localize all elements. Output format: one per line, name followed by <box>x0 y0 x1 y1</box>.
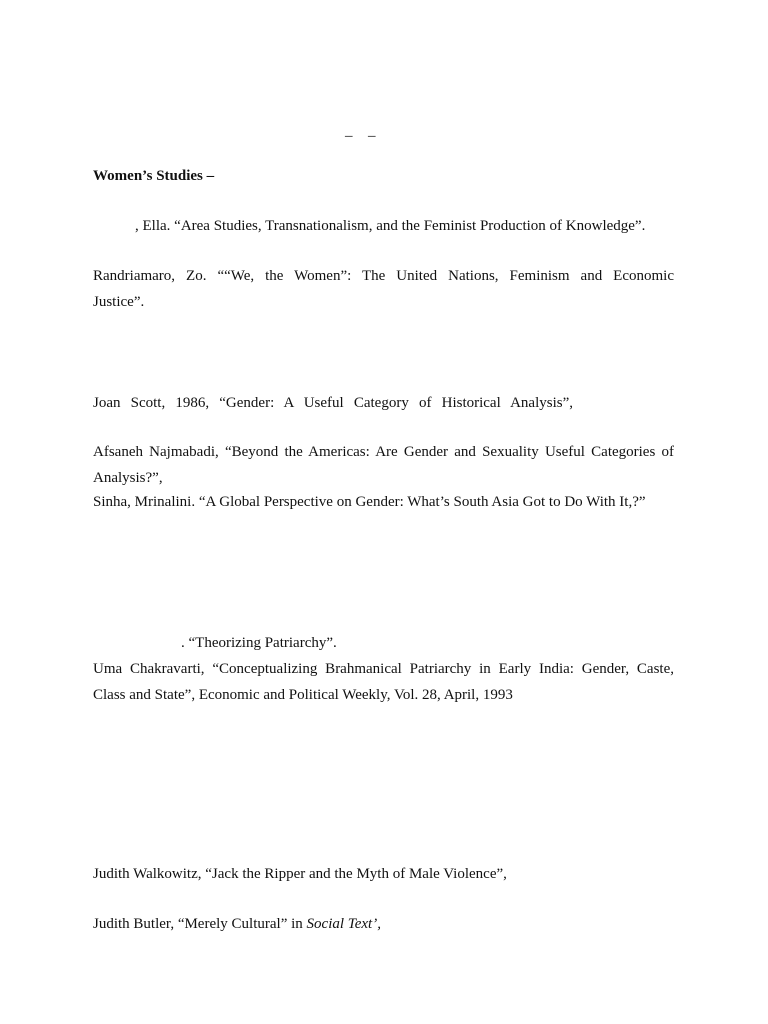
entry-randriamaro-line1: Randriamaro, Zo. ““We, the Women”: The United Nations, Feminism and Economic <box>93 268 674 284</box>
entry-theorizing-patriarchy: . “Theorizing Patriarchy”. <box>181 635 337 651</box>
entry-randriamaro-line2: Justice”. <box>93 294 145 310</box>
entry-butler-text: Judith Butler, “Merely Cultural” in <box>93 916 307 932</box>
entry-chakravarti-line2: Class and State”, Economic and Political Weekly, Vol. 28, April, 1993 <box>93 687 513 703</box>
entry-walkowitz: Judith Walkowitz, “Jack the Ripper and the Myth of Male Violence”, <box>93 866 507 882</box>
entry-butler-journal: Social Text’, <box>306 916 381 932</box>
entry-chakravarti-line1: Uma Chakravarti, “Conceptualizing Brahmanical Patriarchy in Early India: Gender, Caste, <box>93 661 674 677</box>
header-dash-left: – <box>345 128 353 144</box>
entry-butler <box>93 911 674 937</box>
entry-sinha: Sinha, Mrinalini. “A Global Perspective on Gender: What’s South Asia Got to Do With It,?” <box>93 494 646 510</box>
entry-najmabadi-line2: Analysis?”, <box>93 470 163 486</box>
header-dash-right: – <box>368 128 376 144</box>
section-heading: Women’s Studies – <box>93 168 215 184</box>
entry-najmabadi-line1: Afsaneh Najmabadi, “Beyond the Americas: Are Gender and Sexuality Useful Categories of <box>93 444 674 460</box>
entry-shohat: , Ella. “Area Studies, Transnationalism, and the Feminist Production of Knowledge”. <box>135 218 646 234</box>
entry-scott: Joan Scott, 1986, “Gender: A Useful Category of Historical Analysis”, <box>93 395 573 411</box>
